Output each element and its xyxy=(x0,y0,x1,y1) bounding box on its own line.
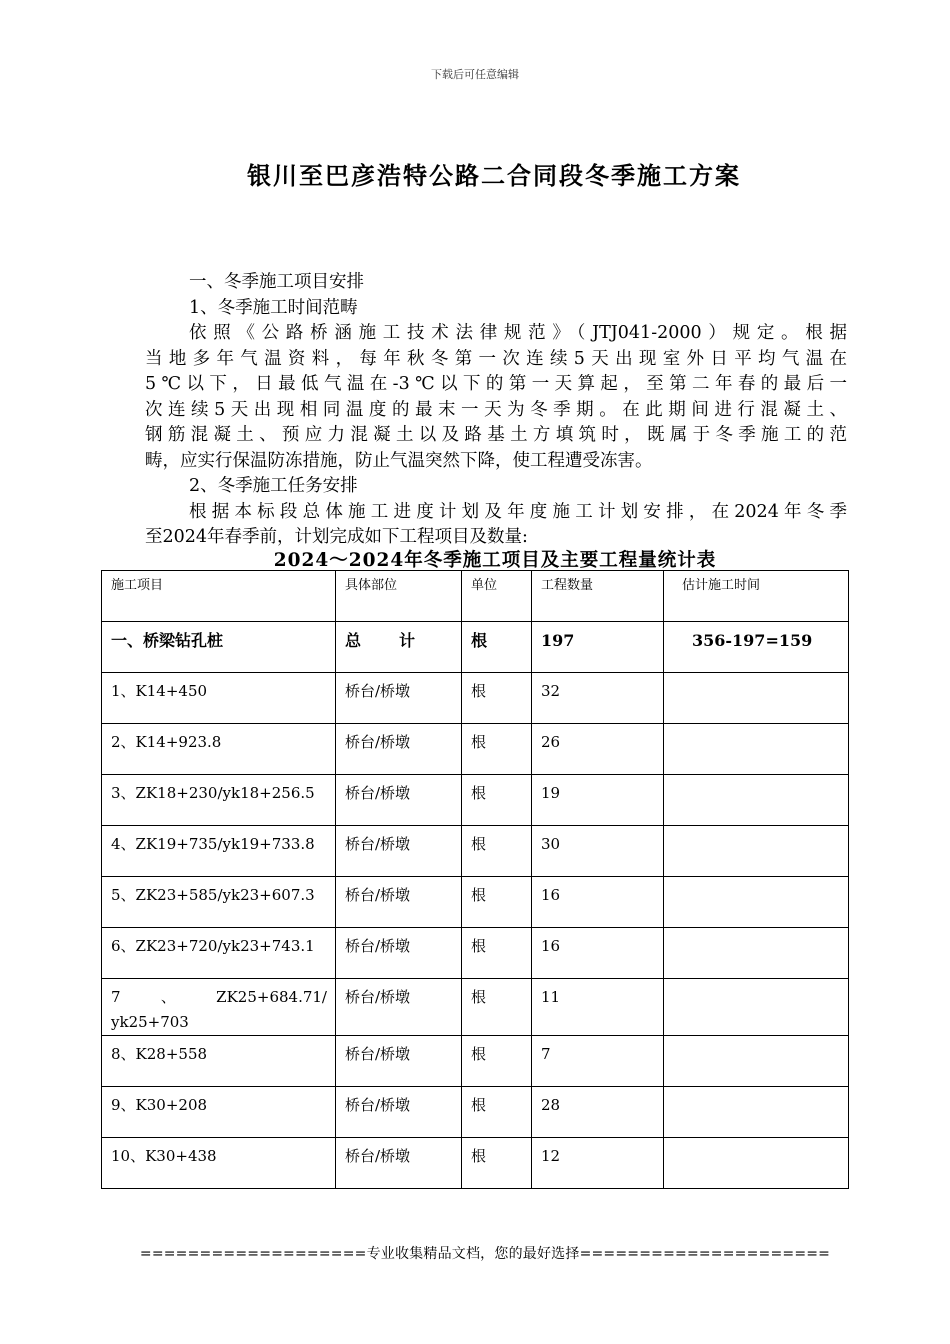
header-cell: 工程数量 xyxy=(532,571,664,622)
section-heading: 一、冬季施工项目安排 xyxy=(189,272,364,292)
table-row xyxy=(102,622,849,673)
works-table xyxy=(101,570,849,1189)
paragraph-line: 当地多年气温资料，每年秋冬第一次连续5天出现室外日平均气温在 xyxy=(145,348,847,369)
part-text: 计 xyxy=(398,631,415,650)
qty-cell: 197 xyxy=(532,622,664,673)
item-cell: 一、桥梁钻孔桩 xyxy=(102,622,336,673)
part-text: 总 xyxy=(345,631,362,650)
subsection-heading: 2、冬季施工任务安排 xyxy=(189,476,358,496)
part-cell: 桥台/桥墩 xyxy=(336,979,462,1036)
body-section xyxy=(145,270,847,551)
table-row xyxy=(102,979,849,1036)
part-cell: 桥台/桥墩 xyxy=(336,775,462,826)
document-title: 银川至巴彦浩特公路二合同段冬季施工方案 xyxy=(247,161,741,190)
item-cell: 3、ZK18+230/yk18+256.5 xyxy=(102,775,336,826)
qty-cell: 12 xyxy=(532,1138,664,1189)
header-cell: 施工项目 xyxy=(102,571,336,622)
part-cell: 桥台/桥墩 xyxy=(336,826,462,877)
part-cell: 桥台/桥墩 xyxy=(336,877,462,928)
item-cell: 5、ZK23+585/yk23+607.3 xyxy=(102,877,336,928)
item-cell xyxy=(102,979,336,1036)
time-cell xyxy=(664,1087,849,1138)
unit-cell: 根 xyxy=(462,673,532,724)
paragraph-line: 根据本标段总体施工进度计划及年度施工计划安排，在2024年冬季 xyxy=(189,501,847,522)
item-text: 7 xyxy=(111,988,121,1006)
item-cell: 8、K28+558 xyxy=(102,1036,336,1087)
item-text: yk25+703 xyxy=(111,1013,189,1031)
unit-cell: 根 xyxy=(462,979,532,1036)
unit-cell: 根 xyxy=(462,826,532,877)
table-row xyxy=(102,724,849,775)
time-cell xyxy=(664,928,849,979)
time-cell xyxy=(664,877,849,928)
header-cell: 单位 xyxy=(462,571,532,622)
qty-cell: 26 xyxy=(532,724,664,775)
table-row xyxy=(102,877,849,928)
qty-cell: 28 xyxy=(532,1087,664,1138)
unit-cell: 根 xyxy=(462,1087,532,1138)
header-cell: 估计施工时间 xyxy=(664,571,849,622)
time-cell xyxy=(664,826,849,877)
part-cell: 桥台/桥墩 xyxy=(336,1087,462,1138)
item-cell: 2、K14+923.8 xyxy=(102,724,336,775)
time-cell xyxy=(664,724,849,775)
item-cell: 9、K30+208 xyxy=(102,1087,336,1138)
subsection-heading: 1、冬季施工时间范畴 xyxy=(189,297,358,318)
paragraph-line: 畴，应实行保温防冻措施，防止气温突然下降，使工程遭受冻害。 xyxy=(145,450,653,471)
table-header-row xyxy=(102,571,849,622)
qty-cell: 16 xyxy=(532,877,664,928)
qty-cell: 32 xyxy=(532,673,664,724)
part-cell: 桥台/桥墩 xyxy=(336,1138,462,1189)
part-cell: 桥台/桥墩 xyxy=(336,928,462,979)
item-cell: 1、K14+450 xyxy=(102,673,336,724)
paragraph-line: 至2024年春季前，计划完成如下工程项目及数量: xyxy=(145,527,528,547)
item-text: 、 xyxy=(160,988,176,1006)
qty-cell: 11 xyxy=(532,979,664,1036)
table-row xyxy=(102,928,849,979)
item-cell: 6、ZK23+720/yk23+743.1 xyxy=(102,928,336,979)
table-row xyxy=(102,1036,849,1087)
table-row xyxy=(102,673,849,724)
time-cell xyxy=(664,979,849,1036)
unit-cell: 根 xyxy=(462,622,532,673)
header-note: 下载后可任意编辑 xyxy=(431,68,519,81)
part-cell: 桥台/桥墩 xyxy=(336,724,462,775)
unit-cell: 根 xyxy=(462,775,532,826)
item-text: ZK25+684.71/ xyxy=(216,988,327,1006)
qty-cell: 16 xyxy=(532,928,664,979)
unit-cell: 根 xyxy=(462,877,532,928)
time-cell xyxy=(664,673,849,724)
unit-cell: 根 xyxy=(462,724,532,775)
part-cell: 桥台/桥墩 xyxy=(336,673,462,724)
unit-cell: 根 xyxy=(462,1036,532,1087)
table-row xyxy=(102,775,849,826)
table-row xyxy=(102,826,849,877)
time-cell xyxy=(664,775,849,826)
qty-cell: 19 xyxy=(532,775,664,826)
header-cell: 具体部位 xyxy=(336,571,462,622)
time-cell: 356-197=159 xyxy=(664,622,849,673)
part-cell: 桥台/桥墩 xyxy=(336,1036,462,1087)
unit-cell: 根 xyxy=(462,928,532,979)
item-cell: 10、K30+438 xyxy=(102,1138,336,1189)
paragraph-line: 次连续5天出现相同温度的最末一天为冬季期。在此期间进行混凝土、 xyxy=(145,399,847,420)
paragraph-line: 依照《公路桥涵施工技术法律规范》（JTJ041-2000）规定。根据 xyxy=(189,323,847,343)
item-cell: 4、ZK19+735/yk19+733.8 xyxy=(102,826,336,877)
part-cell xyxy=(336,622,462,673)
paragraph-line: 5℃以下，日最低气温在-3℃以下的第一天算起，至第二年春的最后一 xyxy=(145,374,847,394)
table-row xyxy=(102,1138,849,1189)
table-row xyxy=(102,1087,849,1138)
time-cell xyxy=(664,1036,849,1087)
table-title: 2024～2024年冬季施工项目及主要工程量统计表 xyxy=(273,550,717,571)
qty-cell: 7 xyxy=(532,1036,664,1087)
paragraph-line: 钢筋混凝土、预应力混凝土以及路基土方填筑时，既属于冬季施工的范 xyxy=(145,425,847,445)
time-cell xyxy=(664,1138,849,1189)
unit-cell: 根 xyxy=(462,1138,532,1189)
qty-cell: 30 xyxy=(532,826,664,877)
footer-note: ===================专业收集精品文档，您的最好选择===================== xyxy=(139,1246,831,1262)
